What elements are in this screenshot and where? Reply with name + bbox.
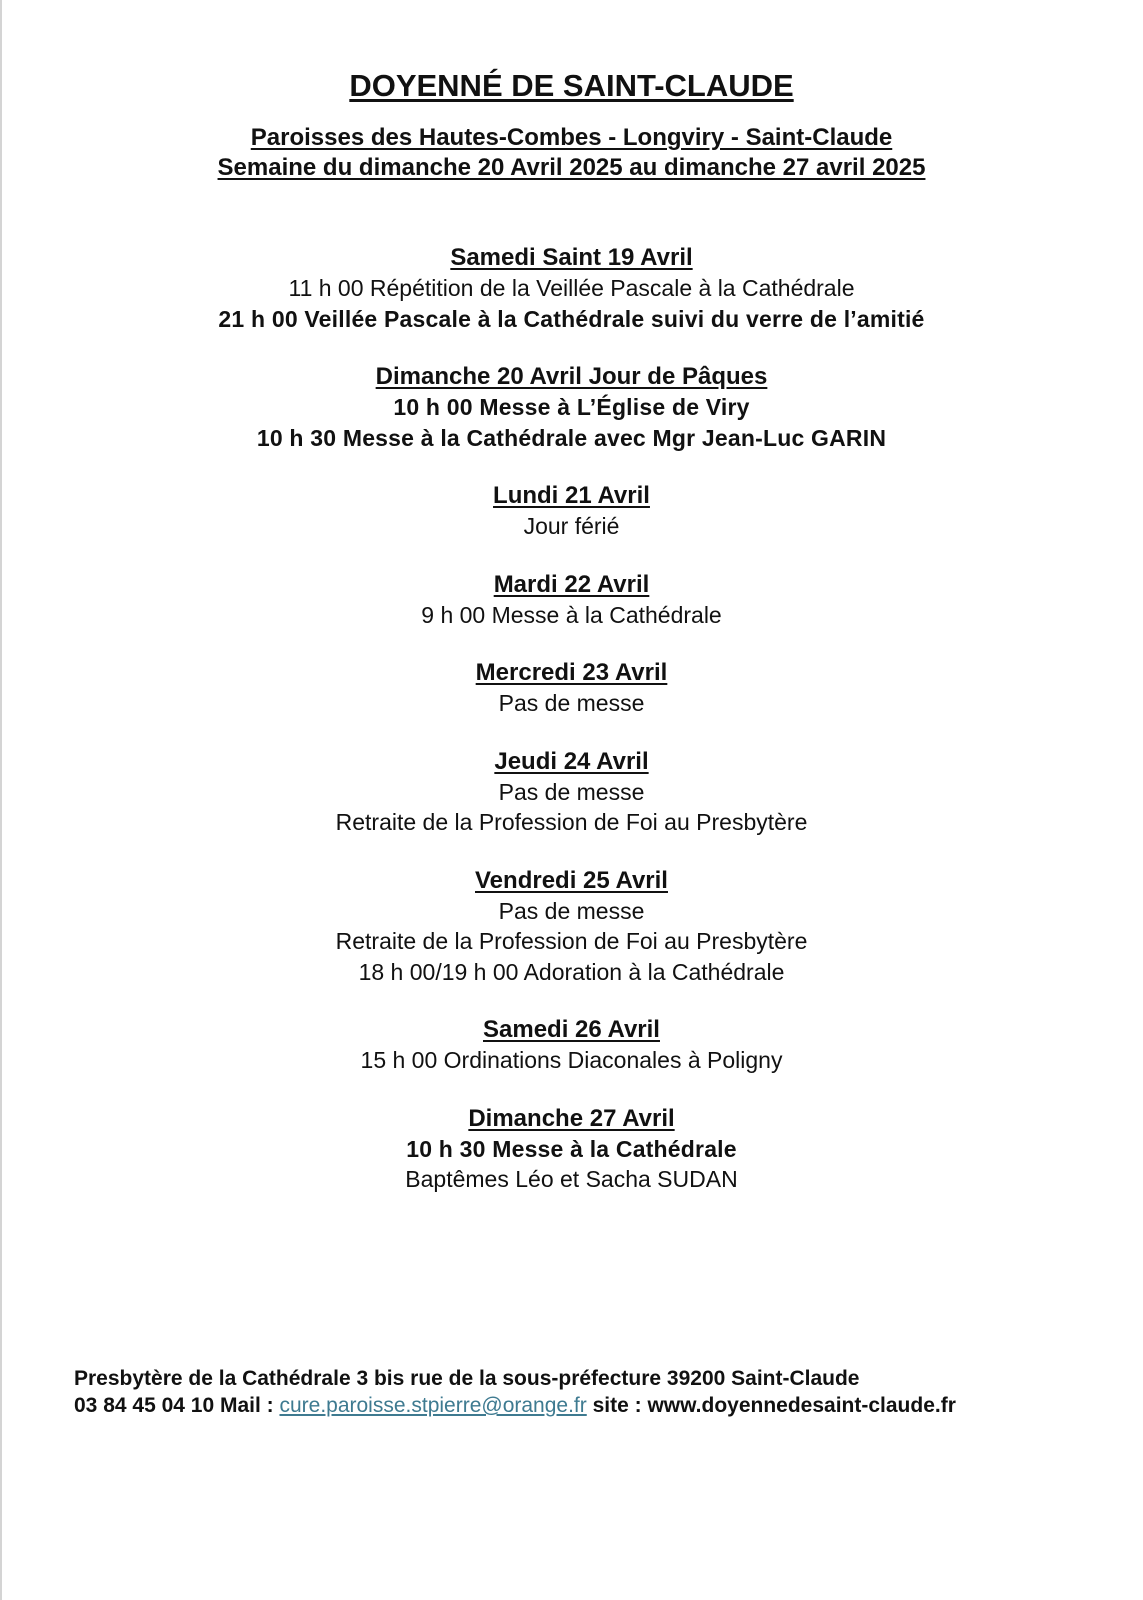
footer xyxy=(74,1365,1134,1419)
event-line: Pas de messe xyxy=(498,897,645,924)
day-heading: Mercredi 23 Avril xyxy=(475,659,668,686)
footer-address: Presbytère de la Cathédrale 3 bis rue de la sous-préfecture 39200 Saint-Claude xyxy=(74,1367,860,1390)
day-heading: Dimanche 27 Avril xyxy=(468,1104,675,1132)
footer-contact xyxy=(74,1392,1134,1419)
week-subtitle: Semaine du dimanche 20 Avril 2025 au dimanche 27 avril 2025 xyxy=(217,154,926,181)
footer-phone: 03 84 45 04 10 Mail : xyxy=(74,1394,280,1417)
event-line: Retraite de la Profession de Foi au Presbytère xyxy=(335,809,808,835)
event-line: 21 h 00 Veillée Pascale à la Cathédrale suivi du verre de l’amitié xyxy=(218,305,925,332)
day-heading: Samedi Saint 19 Avril xyxy=(450,244,693,271)
day-block xyxy=(0,569,1143,631)
event-line: 18 h 00/19 h 00 Adoration à la Cathédrale xyxy=(358,958,785,985)
event-line: 10 h 30 Messe à la Cathédrale xyxy=(406,1135,737,1162)
day-heading: Dimanche 20 Avril Jour de Pâques xyxy=(375,363,768,390)
footer-site: site : www.doyennedesaint-claude.fr xyxy=(586,1394,956,1417)
day-heading: Samedi 26 Avril xyxy=(483,1016,660,1043)
event-line: 15 h 00 Ordinations Diaconales à Poligny xyxy=(360,1047,783,1073)
event-line: Jour férié xyxy=(523,513,620,539)
event-line: 10 h 00 Messe à L’Église de Viry xyxy=(393,394,750,420)
event-line: Baptêmes Léo et Sacha SUDAN xyxy=(405,1166,738,1192)
event-line: Pas de messe xyxy=(498,778,645,805)
email-link[interactable]: cure.paroisse.stpierre@orange.fr xyxy=(279,1394,587,1417)
day-block xyxy=(0,746,1143,838)
day-heading: Lundi 21 Avril xyxy=(493,482,650,509)
event-line: 9 h 00 Messe à la Cathédrale xyxy=(421,601,722,628)
event-line: Pas de messe xyxy=(498,690,645,716)
day-block xyxy=(0,1103,1143,1195)
event-line: 10 h 30 Messe à la Cathédrale avec Mgr Jean-Luc GARIN xyxy=(256,424,887,451)
schedule xyxy=(0,242,1143,1222)
day-block xyxy=(0,657,1143,719)
day-heading: Mardi 22 Avril xyxy=(493,570,650,598)
event-line: Retraite de la Profession de Foi au Presbytère xyxy=(335,928,808,954)
day-block xyxy=(0,242,1143,334)
document-title: DOYENNÉ DE SAINT-CLAUDE xyxy=(349,68,794,103)
parishes-subtitle: Paroisses des Hautes-Combes - Longviry - Saint-Claude xyxy=(250,124,893,151)
day-block xyxy=(0,865,1143,988)
day-block xyxy=(0,1014,1143,1076)
day-heading: Vendredi 25 Avril xyxy=(475,866,668,894)
day-block xyxy=(0,361,1143,453)
day-heading: Jeudi 24 Avril xyxy=(494,747,649,775)
day-block xyxy=(0,480,1143,542)
event-line: 11 h 00 Répétition de la Veillée Pascale à la Cathédrale xyxy=(288,275,855,301)
